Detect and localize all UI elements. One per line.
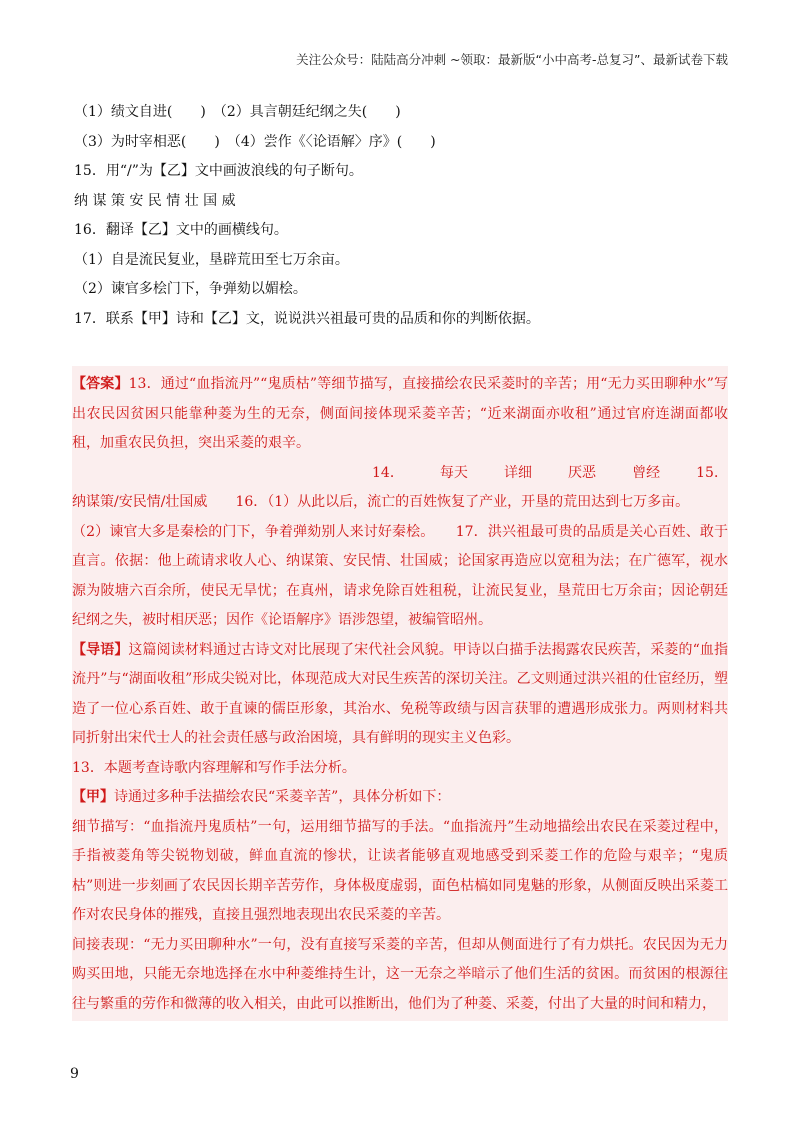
questions-block xyxy=(74,98,728,334)
indirect-analysis: 间接表现：“无力买田聊种水”一句，没有直接写采菱的辛苦，但却从侧面进行了有力烘托。农民因为无力购买田地，只能无奈地选择在水中种菱维持生计，这一无奈之举暗示了他们生活的贫困。而贫困的根源往往与繁重的劳作和微薄的收入相关，由此可以推断出，他们为了种菱、采菱，付出了大量的时间和精力， xyxy=(72,936,728,1012)
question-line: 纳 谋 策 安 民 情 壮 国 威 xyxy=(74,192,236,209)
page-header: 关注公众号：陆陆高分冲刺 ~领取：最新版“小中高考-总复习”、最新试卷下载 xyxy=(296,52,728,67)
question-line: 15．用“/”为【乙】文中画波浪线的句子断句。 xyxy=(74,163,363,179)
answer-14-item: 每天 xyxy=(439,464,468,481)
answer-16b-text: （2）谏官大多是秦桧的门下，争着弹劾别人来讨好秦桧。 xyxy=(72,523,428,540)
detail-analysis: 细节描写：“血指流丹鬼质枯”一句，运用细节描写的手法。“血指流丹”生动地描绘出农民在采菱过程中，手指被菱角等尖锐物划破，鲜血直流的惨状，让读者能够直观地感受到采菱工作的危险与艰辛；“鬼质枯”则进一步刻画了农民因长期辛苦劳作，身体极度虚弱，面色枯槁如同鬼魅的形象，从侧面反映出采菱工作对农民身体的摧残，直接且强烈地表现出农民采菱的辛苦。 xyxy=(72,818,728,923)
question-line: （1）自是流民复业，垦辟荒田至七万余亩。 xyxy=(74,251,349,268)
answer-14-item: 详细 xyxy=(503,464,532,481)
question-line: 17．联系【甲】诗和【乙】文，说说洪兴祖最可贵的品质和你的判断依据。 xyxy=(74,310,540,327)
answer-block xyxy=(72,366,728,1021)
answer-13-text: 13．通过“血指流丹”“鬼质枯”等细节描写，直接描绘农民采菱时的辛苦；用“无力买田聊种水”写出农民因贫困只能靠种菱为生的无奈，侧面间接体现采菱辛苦；“近来湖面亦收租”通过官府连湖面都收租，加重农民负担，突出采菱的艰辛。 xyxy=(72,376,728,451)
question-line: （2）谏官多桧门下，争弹劾以媚桧。 xyxy=(74,281,307,297)
answer-14-item: 曾经 xyxy=(632,464,661,481)
page-number: 9 xyxy=(70,1066,79,1082)
jia-text: 诗通过多种手法描绘农民“采菱辛苦”，具体分析如下： xyxy=(114,789,451,805)
answer-17-text: 17．洪兴祖最可贵的品质是关心百姓、敢于直言。依据：他上疏请求收人心、纳谋策、安民情、壮国威；论国家再造应以宽租为法；在广德军，视水源为陂塘六百余所，使民无旱忧；在真州，请求免除百姓租税，让流民复业，垦荒田七万余亩；因论朝廷纪纲之失，被时相厌恶；因作《论语解序》语涉怨望，被编管昭州。 xyxy=(72,523,728,628)
answer-14-item: 厌恶 xyxy=(568,464,597,481)
answer-14 xyxy=(72,459,728,489)
answer-13 xyxy=(72,370,728,459)
jia-intro xyxy=(72,783,728,813)
guide-text: 这篇阅读材料通过古诗文对比展现了宋代社会风貌。甲诗以白描手法揭露农民疾苦，采菱的“血指流丹”与“湖面收租”形成尖锐对比，体现范成大对民生疾苦的深切关注。乙文则通过洪兴祖的仕宦经历，塑造了一位心系百姓、敢于直谏的儒臣形象，其治水、免税等政绩与因言获罪的遭遇形成张力。两则材料共同折射出宋代士人的社会责任感与政治困境，具有鲜明的现实主义色彩。 xyxy=(72,641,728,746)
answer-15-text: 纳谋策/安民情/壮国威 xyxy=(72,494,208,510)
answer-15-16 xyxy=(72,488,728,518)
q13-intro: 13．本题考查诗歌内容理解和写作手法分析。 xyxy=(72,759,356,776)
guide-tag: 【导语】 xyxy=(72,641,129,658)
question-line: （1）绩文自进( ) （2）具言朝廷纪纲之失( ) xyxy=(74,104,401,120)
answer-tag: 【答案】 xyxy=(72,376,129,392)
answer-14-label: 14． xyxy=(372,464,404,481)
question-line: （3）为时宰相恶( ) （4）尝作《〈论语解〉序》( ) xyxy=(74,133,436,150)
guide xyxy=(72,636,728,754)
question-line: 16．翻译【乙】文中的画横线句。 xyxy=(74,222,288,238)
answer-15-label: 15． xyxy=(696,464,728,481)
jia-tag: 【甲】 xyxy=(72,789,114,805)
answer-16b-17 xyxy=(72,518,728,636)
answer-16-text: 16．（1）从此以后，流亡的百姓恢复了产业，开垦的荒田达到七万多亩。 xyxy=(235,494,690,510)
